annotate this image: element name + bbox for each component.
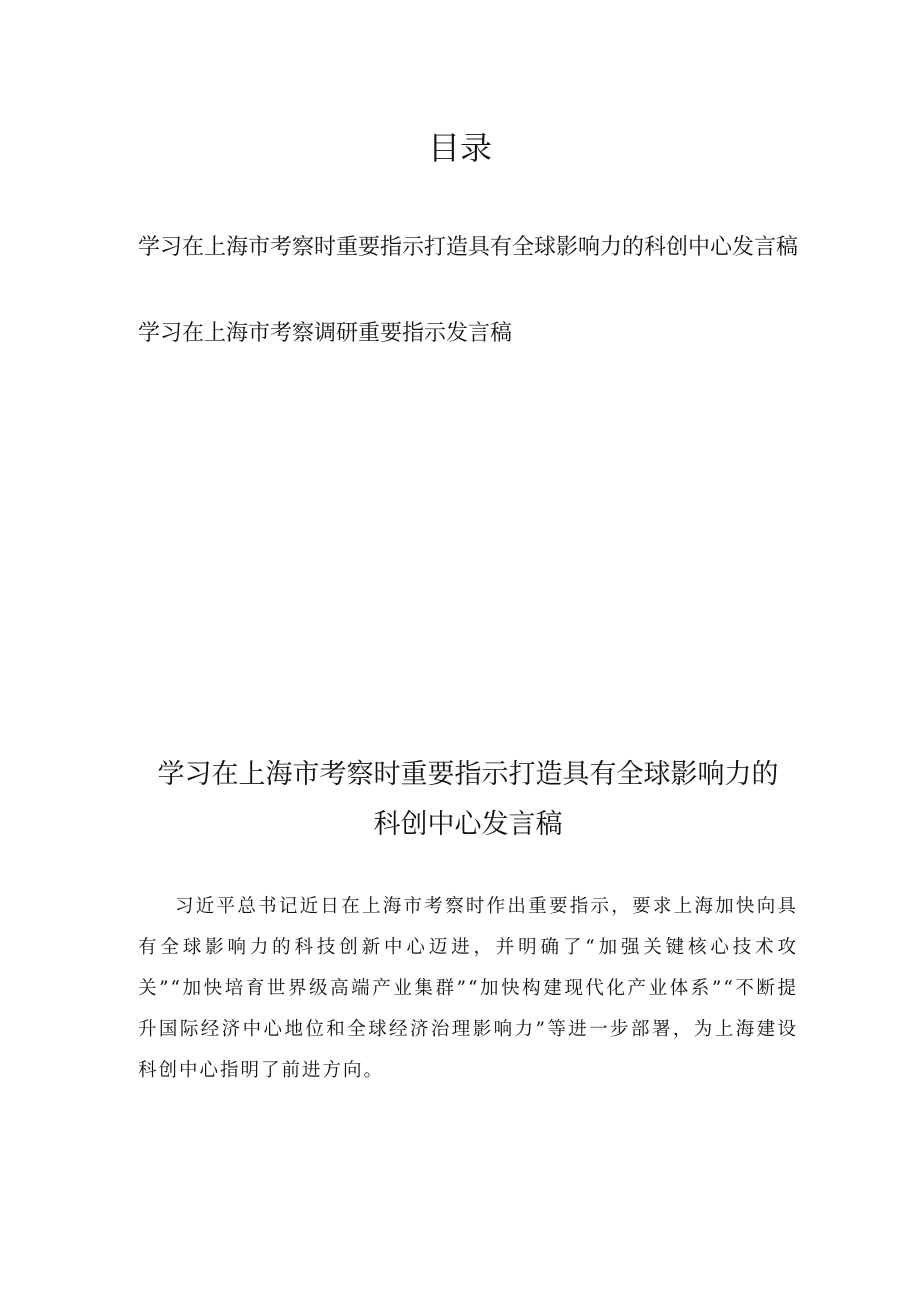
article-paragraph: 习近平总书记近日在上海市考察时作出重要指示，要求上海加快向具有全球影响力的科技创新中心迈进，并明确了“加强关键核心技术攻关”“加快培育世界级高端产业集群”“加快构建现代化产业体系”“不断提升国际经济中心地位和全球经济治理影响力”等进一步部署，为上海建设科创中心指明了前进方向。	[138, 896, 798, 1081]
article-title: 学习在上海市考察时重要指示打造具有全球影响力的科创中心发言稿	[157, 759, 779, 840]
toc-item-1[interactable]: 学习在上海市考察时重要指示打造具有全球影响力的科创中心发言稿	[138, 235, 799, 260]
article	[138, 750, 798, 1091]
toc-title: 目录	[427, 129, 492, 167]
toc-list	[138, 222, 798, 394]
toc-item-2[interactable]: 学习在上海市考察调研重要指示发言稿	[138, 321, 513, 346]
